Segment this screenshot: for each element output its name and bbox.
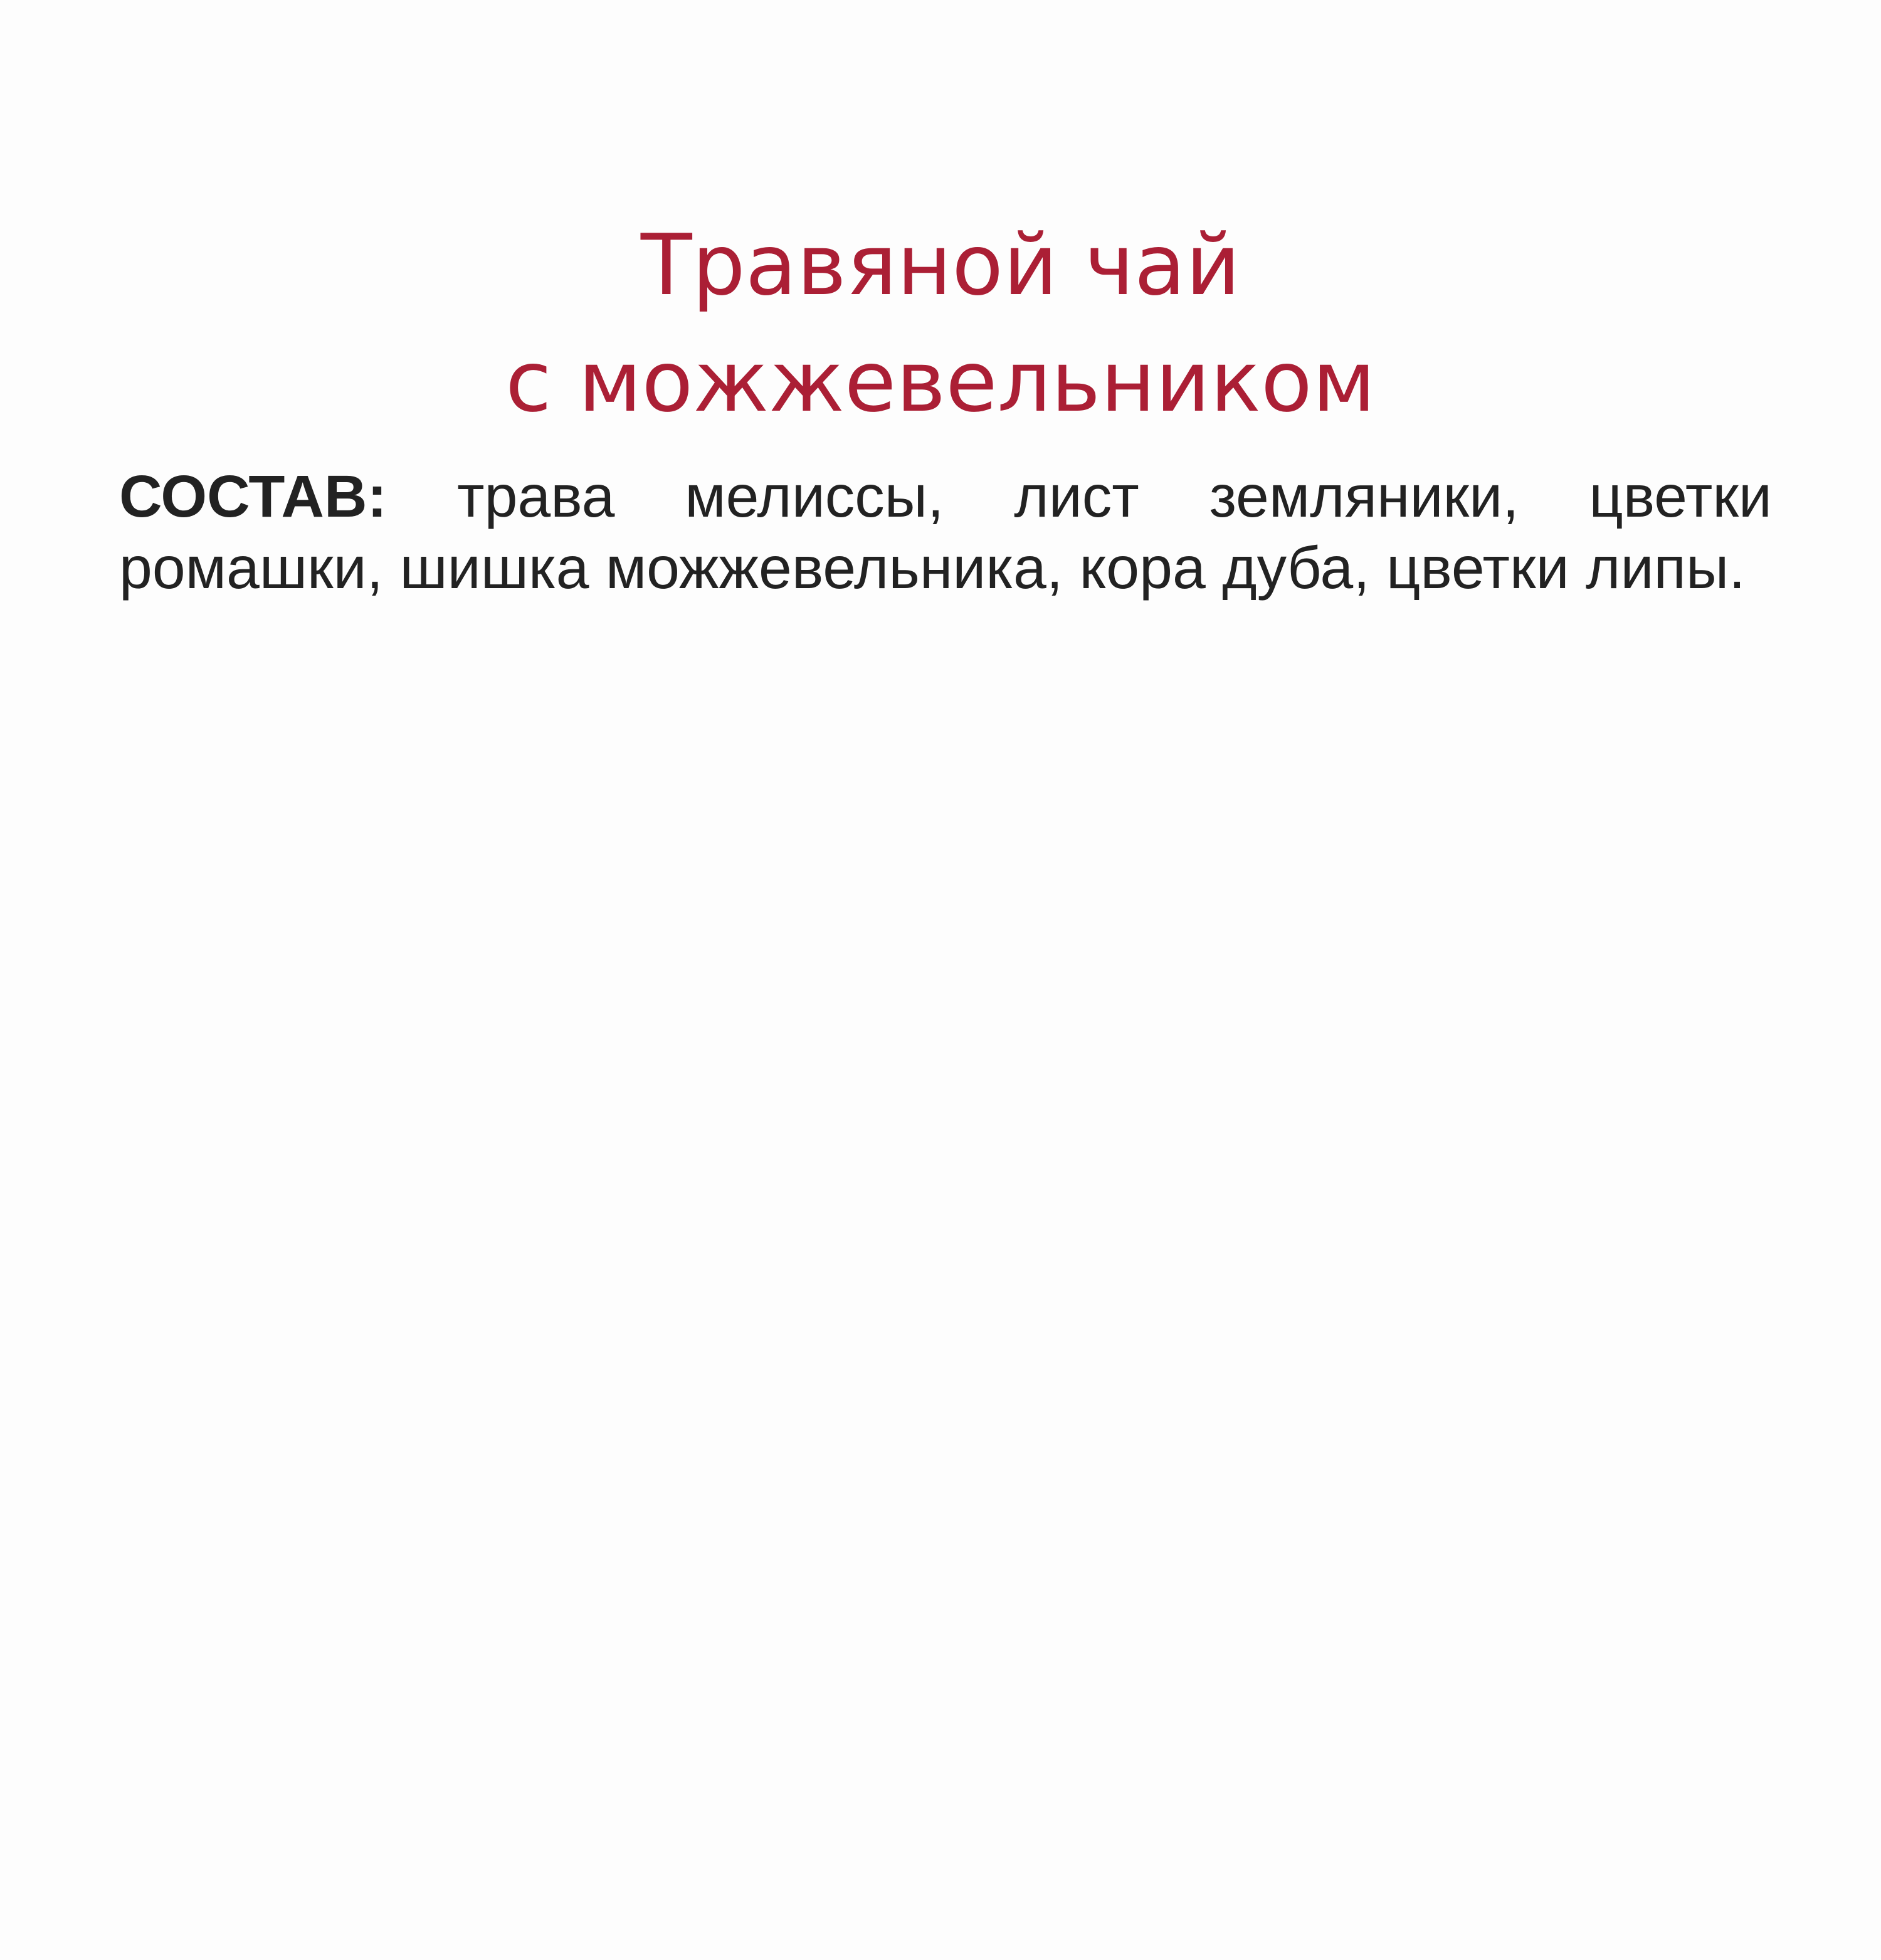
product-title-line-1: Травяной чай — [640, 216, 1241, 314]
composition-text: трава мелиссы, лист земляники, цветки ромашки, шишка можжевельника, кора дуба, цветки липы. — [119, 463, 1772, 601]
product-title-line-2: с можжевельником — [505, 333, 1376, 431]
composition-label: СОСТАВ: — [119, 463, 387, 530]
composition-paragraph — [119, 461, 1772, 604]
product-title — [0, 207, 1881, 440]
